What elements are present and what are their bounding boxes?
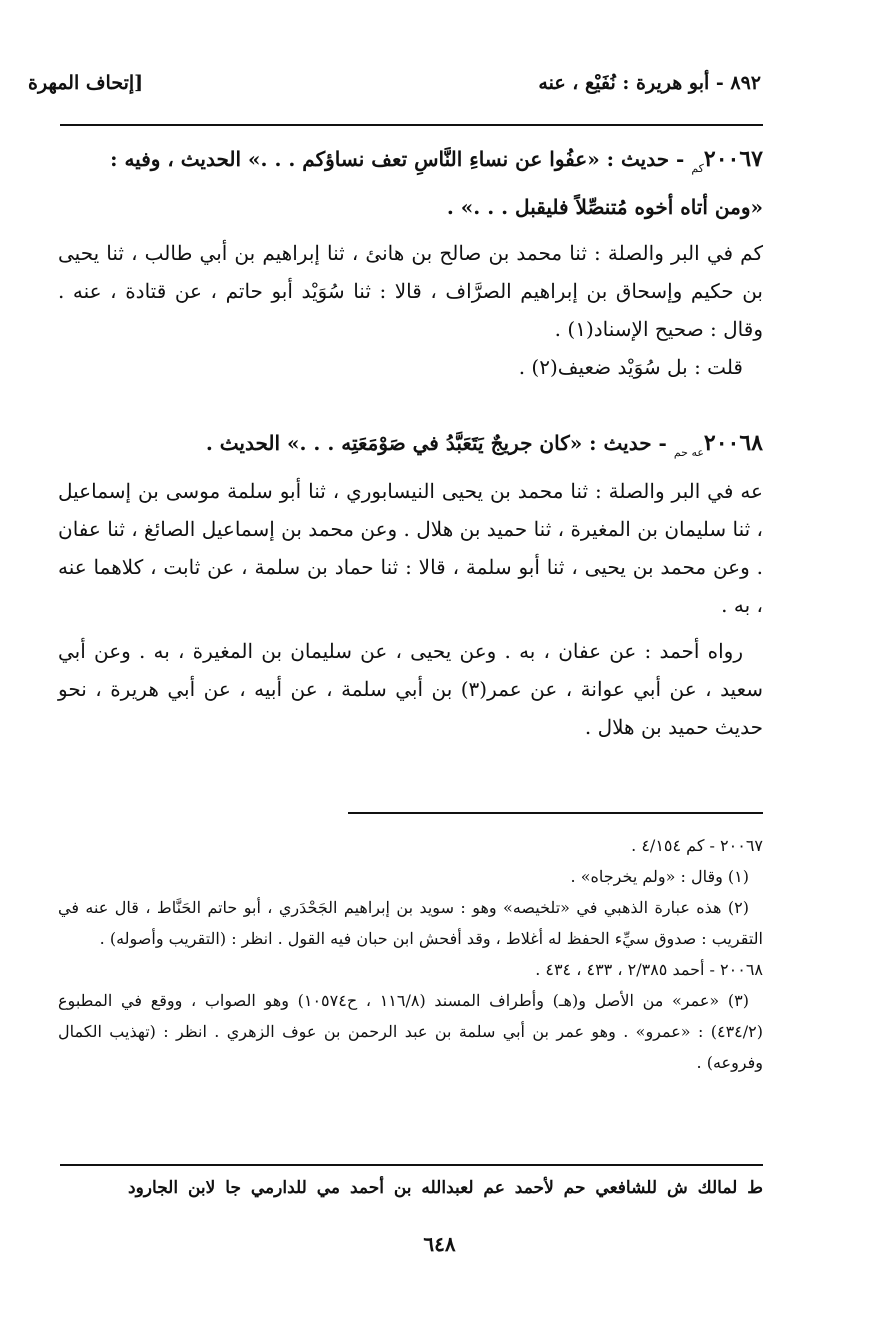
abbreviations-key: ط لمالك ش للشافعي حم لأحمد عم لعبدالله بن أحمد مي للدارمي جا لابن الجارود — [128, 1178, 763, 1198]
hadith-20067-number: ٢٠٠٦٧ — [703, 146, 763, 172]
header-rule — [60, 124, 763, 126]
hadith-20068-number: ٢٠٠٦٨ — [703, 430, 763, 456]
hadith-20068-ahmad: رواه أحمد : عن عفان ، به . وعن يحيى ، عن سليمان بن المغيرة ، به . وعن أبي سعيد ، عن أبي عوانة ، عن عمر(٣) بن أبي سلمة ، عن أبيه ، عن أبي هريرة ، نحو حديث حميد بن هلال . — [58, 639, 764, 739]
footnote-3: (٣) «عمر» من الأصل و(هـ) وأطراف المسند (١١٦/٨ ، ح١٠٥٧٤) وهو الصواب ، ووقع في المطبوع (٤٣٤/٢) : «عمرو» . وهو عمر بن أبي سلمة بن عبد الرحمن بن عوف الزهري . انظر : (تهذيب الكمال وفروعه) . — [58, 991, 763, 1072]
footnote-ref-20067: ٢٠٠٦٧ - كم ٤/١٥٤ . — [631, 836, 763, 855]
hadith-20068-title — [58, 424, 763, 472]
header-book-title: [إتحاف المهرة — [28, 72, 144, 94]
hadith-20067 — [58, 140, 763, 386]
hadith-20068-sigla: عه حم — [673, 446, 704, 459]
hadith-20068 — [58, 424, 763, 746]
header-chapter: ٨٩٢ - أبو هريرة : نُفَيْع ، عنه — [538, 72, 761, 94]
hadith-20067-title — [58, 140, 763, 226]
hadith-20067-title-line2: «ومن أتاه أخوه مُتنصِّلاً فليقبل . . .» . — [446, 195, 763, 219]
footnote-rule — [348, 812, 763, 814]
page-number: ٦٤٨ — [423, 1232, 456, 1256]
hadith-20068-isnad: عه في البر والصلة : ثنا محمد بن يحيى النيسابوري ، ثنا أبو سلمة موسى بن إسماعيل ، ثنا سليمان بن المغيرة ، ثنا حميد بن هلال . وعن محمد بن إسماعيل الصائغ ، ثنا عفان . وعن محمد بن يحيى ، ثنا أبو سلمة ، قالا : ثنا حماد بن سلمة ، عن ثابت ، كلاهما عنه ، به . — [58, 479, 763, 617]
footnote-2: (٢) هذه عبارة الذهبي في «تلخيصه» وهو : سويد بن إبراهيم الجَحْدَري ، أبو حاتم الحَنَّاط ، قال عنه في التقريب : صدوق سيِّء الحفظ له أغلاط ، وقد أفحش ابن حبان فيه القول . انظر : (التقريب وأصوله) . — [58, 898, 763, 948]
hadith-20067-sigla: كم — [691, 162, 704, 175]
footnotes — [58, 830, 763, 1078]
hadith-20067-comment: قلت : بل سُوَيْد ضعيف(٢) . — [518, 355, 743, 379]
hadith-20067-title-line1: - حديث : «عفُوا عن نساءِ النَّاسِ تعف نساؤكم . . .» الحديث ، وفيه : — [110, 147, 685, 171]
footnote-ref-20068: ٢٠٠٦٨ - أحمد ٢/٣٨٥ ، ٤٣٣ ، ٤٣٤ . — [535, 960, 763, 979]
hadith-20067-isnad: كم في البر والصلة : ثنا محمد بن صالح بن هانئ ، ثنا إبراهيم بن أبي طالب ، ثنا يحيى بن حكيم وإسحاق بن إبراهيم الصرَّاف ، قالا : ثنا سُوَيْد أبو حاتم ، عن قتادة ، عنه . وقال : صحيح الإسناد(١) . — [58, 241, 763, 341]
footnote-1: (١) وقال : «ولم يخرجاه» . — [570, 867, 749, 886]
running-header — [28, 72, 761, 94]
abbreviations-rule — [60, 1164, 763, 1166]
hadith-20068-title-text: - حديث : «كان جريجٌ يَتَعَبَّدُ في صَوْمَعَتِه . . .» الحديث . — [205, 431, 667, 455]
